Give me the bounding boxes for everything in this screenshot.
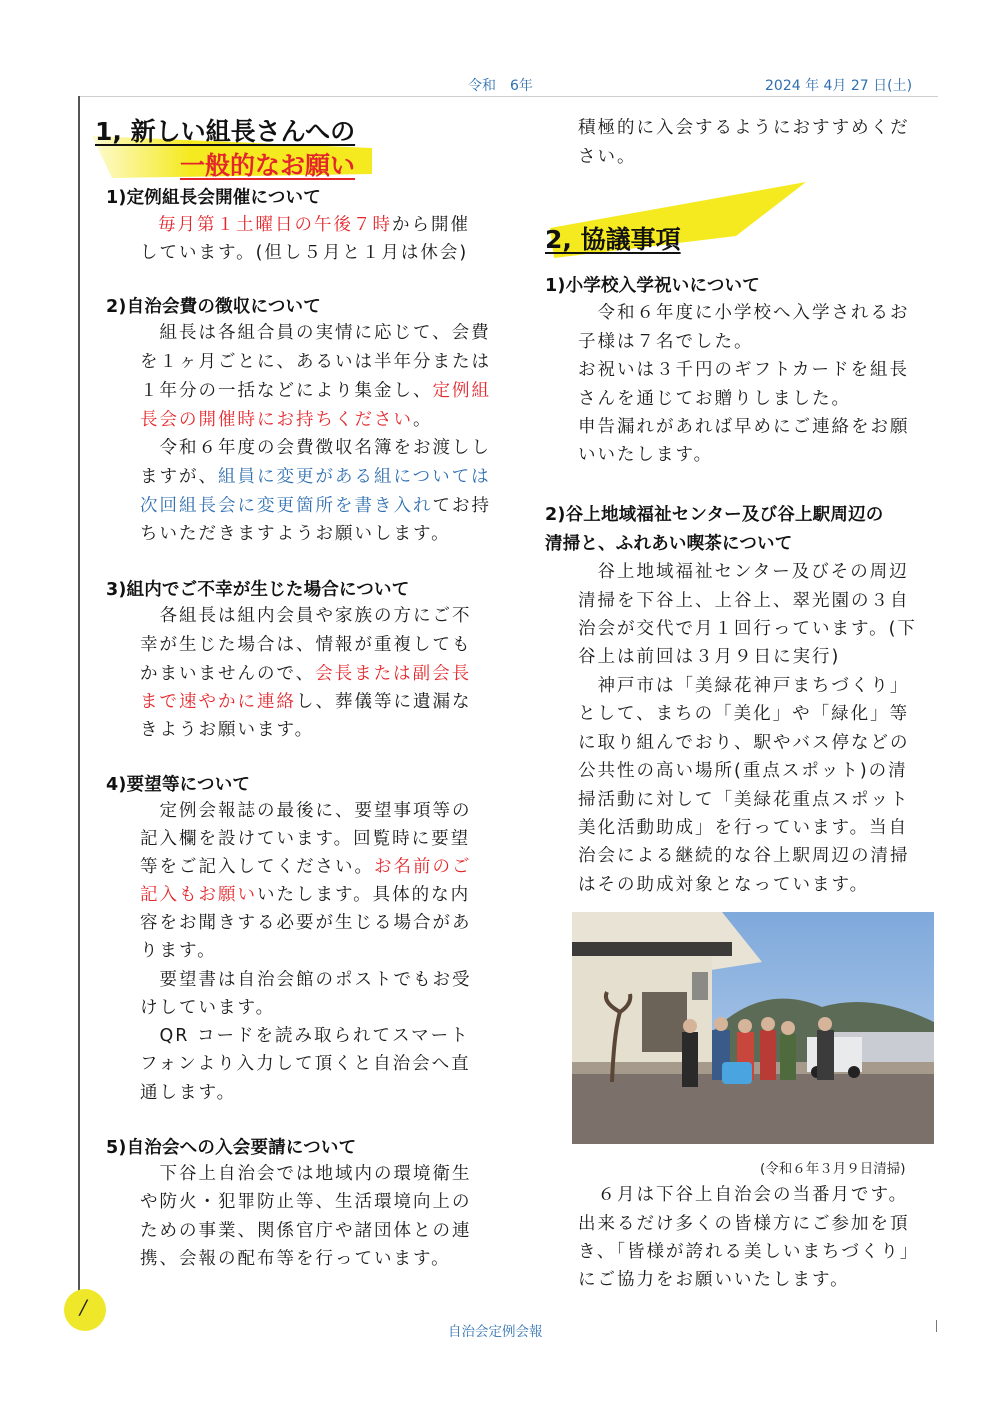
continued-line1: 積極的に入会するようにおすすめくだ xyxy=(578,118,910,138)
item5-line4: 携、会報の配布等を行っています。 xyxy=(140,1249,451,1269)
footer-title: 自治会定例会報 xyxy=(448,1324,543,1340)
r2-line3: 治会が交代で月１回行っています。(下 xyxy=(578,619,917,639)
item5-heading: 5)自治会への入会要請について xyxy=(106,1138,357,1158)
header-date: 2024 年 4月 27 日(土) xyxy=(765,78,913,94)
item1-heading: 1)定例組長会開催について xyxy=(106,188,321,208)
item2-line3: １年分の一括などにより集金し、定例組 xyxy=(140,381,491,401)
r2-line1: 谷上地域福祉センター及びその周辺 xyxy=(578,562,909,582)
section1-subtitle: 一般的なお願い xyxy=(180,151,356,180)
photo-caption: (令和６年３月９日清掃) xyxy=(760,1161,906,1177)
item1-line2: しています。(但し５月と１月は休会) xyxy=(140,243,469,263)
r2-heading-line1: 2)谷上地域福祉センター及び谷上駅周辺の xyxy=(545,505,884,525)
r2-line2: 清掃を下谷上、上谷上、翠光園の３自 xyxy=(578,591,910,611)
right-margin-mark xyxy=(936,1320,937,1332)
item2-line5: 令和６年度の会費徴収名簿をお渡しし xyxy=(140,438,491,458)
r2-line6: として、まちの「美化」や「緑化」等 xyxy=(578,704,910,724)
item5-line1: 下谷上自治会では地域内の環境衛生 xyxy=(140,1164,472,1184)
cleanup-photo xyxy=(572,912,934,1144)
r2-line12: はその助成対象となっています。 xyxy=(578,875,870,895)
item2-line4: 長会の開催時にお持ちください。 xyxy=(140,410,433,430)
item4-line4: 記入もお願いいたします。具体的な内 xyxy=(140,885,471,905)
item3-line5: きようお願います。 xyxy=(140,720,315,740)
r2-line9: 掃活動に対して「美緑花重点スポット xyxy=(578,790,910,810)
r2-line4: 谷上は前回は３月９日に実行) xyxy=(578,647,841,667)
item2-line1: 組長は各組合員の実情に応じて、会費 xyxy=(140,323,491,343)
closing-line3: き、「皆様が誇れる美しいまちづくり」 xyxy=(578,1242,920,1262)
item4-line3: 等をご記入してください。お名前のご xyxy=(140,857,472,877)
r2-heading-line2: 清掃と、ふれあい喫茶について xyxy=(545,534,793,554)
r1-line2: 子様は７名でした。 xyxy=(578,332,754,352)
item1-line1: 毎月第１土曜日の午後７時から開催 xyxy=(158,215,470,235)
item4-line6: ります。 xyxy=(140,941,217,961)
item4-heading: 4)要望等について xyxy=(106,775,251,795)
r2-line11: 治会による継続的な谷上駅周辺の清掃 xyxy=(578,846,910,866)
left-margin-rule xyxy=(78,96,80,1328)
r2-line8: 公共性の高い場所(重点スポット)の清 xyxy=(578,761,908,781)
header-era: 令和 6年 xyxy=(468,78,533,94)
item3-line3: かまいませんので、会長または副会長 xyxy=(140,664,472,684)
item5-line2: や防火・犯罪防止等、生活環境向上の xyxy=(140,1192,472,1212)
continued-line2: さい。 xyxy=(578,147,637,167)
item4-line2: 記入欄を設けています。回覧時に要望 xyxy=(140,829,471,849)
item4-line1: 定例会報誌の最後に、要望事項等の xyxy=(140,801,472,821)
closing-line2: 出来るだけ多くの皆様方にご参加を頂 xyxy=(578,1214,910,1234)
item2-line2: を１ヶ月ごとに、あるいは半年分または xyxy=(140,352,491,372)
page-number: / xyxy=(80,1295,87,1319)
item2-line6: ますが、組員に変更がある組については xyxy=(140,467,491,487)
r1-line1: 令和６年度に小学校へ入学されるお xyxy=(578,303,910,323)
item3-heading: 3)組内でご不幸が生じた場合について xyxy=(106,580,410,600)
item4-line10: フォンより入力して頂くと自治会へ直 xyxy=(140,1054,471,1074)
r2-line7: に取り組んでおり、駅やバス停などの xyxy=(578,733,910,753)
section2-title: 2, 協議事項 xyxy=(545,225,681,254)
item3-line1: 各組長は組内会員や家族の方にご不 xyxy=(140,606,472,626)
r1-line5: 申告漏れがあれば早めにご連絡をお願 xyxy=(578,417,910,437)
r1-heading: 1)小学校入学祝いについて xyxy=(545,276,760,296)
item2-line8: ちいただきますようお願いします。 xyxy=(140,524,451,544)
item4-line9: QR コードを読み取られてスマート xyxy=(140,1026,470,1046)
r1-line3: お祝いは３千円のギフトカードを組長 xyxy=(578,360,909,380)
r1-line4: さんを通じてお贈りしました。 xyxy=(578,389,851,409)
item2-line7: 次回組長会に変更箇所を書き入れてお持 xyxy=(140,496,491,516)
closing-line1: ６月は下谷上自治会の当番月です。 xyxy=(578,1185,909,1205)
section1-title: 1, 新しい組長さんへの xyxy=(95,117,356,146)
item5-line3: ための事業、関係官庁や諸団体との連 xyxy=(140,1221,472,1241)
r2-line5: 神戸市は「美緑花神戸まちづくり」 xyxy=(578,676,910,696)
item3-line4: まで速やかに連絡し、葬儀等に遺漏な xyxy=(140,692,472,712)
item4-line5: 容をお聞きする必要が生じる場合があ xyxy=(140,913,472,933)
item4-line8: けしています。 xyxy=(140,998,276,1018)
r1-line6: いいたします。 xyxy=(578,445,714,465)
r2-line10: 美化活動助成」を行っています。当自 xyxy=(578,818,909,838)
item4-line7: 要望書は自治会館のポストでもお受 xyxy=(140,970,472,990)
closing-line4: にご協力をお願いいたします。 xyxy=(578,1270,850,1290)
header-rule xyxy=(78,96,938,97)
item3-line2: 幸が生じた場合は、情報が重複しても xyxy=(140,635,472,655)
item2-heading: 2)自治会費の徴収について xyxy=(106,297,321,317)
item4-line11: 通します。 xyxy=(140,1083,237,1103)
